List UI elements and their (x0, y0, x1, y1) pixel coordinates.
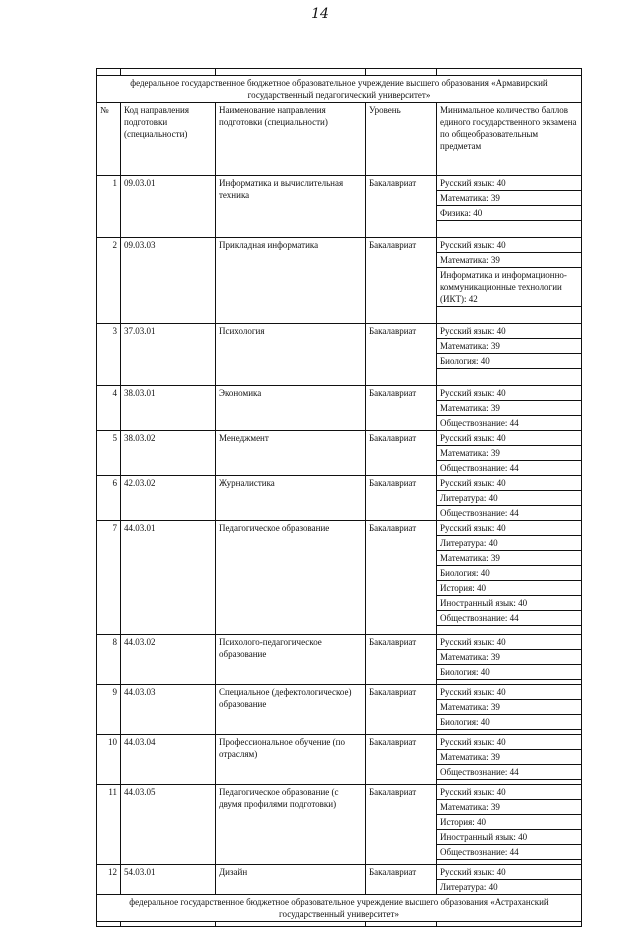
subject-spacer (437, 626, 582, 635)
row-number: 4 (97, 386, 121, 431)
direction-name: Специальное (дефектологическое) образование (216, 685, 366, 735)
direction-name: Журналистика (216, 476, 366, 521)
education-level: Бакалавриат (366, 685, 437, 735)
subject-min-score: Обществознание: 44 (437, 461, 582, 476)
subject-min-score: Математика: 39 (437, 446, 582, 461)
direction-name: Прикладная информатика (216, 238, 366, 324)
subject-min-score: Математика: 39 (437, 650, 582, 665)
subject-min-score: Физика: 40 (437, 206, 582, 221)
subject-min-score: Русский язык: 40 (437, 735, 582, 750)
row-number: 9 (97, 685, 121, 735)
row-number: 10 (97, 735, 121, 785)
table-row (97, 785, 582, 800)
row-number: 1 (97, 176, 121, 238)
subject-spacer (437, 369, 582, 386)
header-name: Наименование направления подготовки (специальности) (216, 103, 366, 176)
subject-min-score: Русский язык: 40 (437, 431, 582, 446)
admission-table (96, 68, 582, 927)
subject-min-score: Русский язык: 40 (437, 521, 582, 536)
education-level: Бакалавриат (366, 176, 437, 238)
subject-min-score: История: 40 (437, 815, 582, 830)
bottom-cell (366, 922, 437, 927)
subject-min-score: Математика: 39 (437, 800, 582, 815)
direction-code: 54.03.01 (121, 865, 216, 895)
subject-min-score: Биология: 40 (437, 665, 582, 680)
subject-min-score: Математика: 39 (437, 551, 582, 566)
subject-min-score: Биология: 40 (437, 715, 582, 730)
education-level: Бакалавриат (366, 431, 437, 476)
education-level: Бакалавриат (366, 865, 437, 895)
subject-min-score: Русский язык: 40 (437, 785, 582, 800)
table-row (97, 685, 582, 700)
direction-name: Педагогическое образование (с двумя профилями подготовки) (216, 785, 366, 865)
subject-min-score: Математика: 39 (437, 401, 582, 416)
subject-min-score: Математика: 39 (437, 339, 582, 354)
subject-min-score: Обществознание: 44 (437, 845, 582, 860)
row-number: 3 (97, 324, 121, 386)
subject-min-score: Русский язык: 40 (437, 476, 582, 491)
subject-min-score: Обществознание: 44 (437, 416, 582, 431)
education-level: Бакалавриат (366, 635, 437, 685)
table-row (97, 476, 582, 491)
direction-code: 38.03.01 (121, 386, 216, 431)
subject-min-score: Математика: 39 (437, 253, 582, 268)
table-top-row (97, 69, 582, 76)
direction-name: Дизайн (216, 865, 366, 895)
row-number: 6 (97, 476, 121, 521)
subject-min-score: Математика: 39 (437, 750, 582, 765)
subject-min-score: Русский язык: 40 (437, 865, 582, 880)
row-number: 12 (97, 865, 121, 895)
row-number: 2 (97, 238, 121, 324)
direction-code: 42.03.02 (121, 476, 216, 521)
direction-code: 44.03.05 (121, 785, 216, 865)
direction-name: Экономика (216, 386, 366, 431)
subject-min-score: Литература: 40 (437, 880, 582, 895)
subject-spacer (437, 307, 582, 324)
subject-spacer (437, 221, 582, 238)
table-row (97, 386, 582, 401)
direction-code: 44.03.04 (121, 735, 216, 785)
education-level: Бакалавриат (366, 386, 437, 431)
table-row (97, 238, 582, 253)
education-level: Бакалавриат (366, 521, 437, 635)
row-number: 11 (97, 785, 121, 865)
row-number: 7 (97, 521, 121, 635)
direction-code: 44.03.01 (121, 521, 216, 635)
table-row (97, 735, 582, 750)
subject-min-score: Биология: 40 (437, 566, 582, 581)
bottom-cell (216, 922, 366, 927)
page-number: 14 (311, 6, 329, 22)
table-row (97, 521, 582, 536)
direction-name: Информатика и вычислительная техника (216, 176, 366, 238)
table-row (97, 176, 582, 191)
row-number: 8 (97, 635, 121, 685)
direction-name: Профессиональное обучение (по отраслям) (216, 735, 366, 785)
subject-min-score: Математика: 39 (437, 700, 582, 715)
subject-min-score: Обществознание: 44 (437, 506, 582, 521)
direction-code: 38.03.02 (121, 431, 216, 476)
education-level: Бакалавриат (366, 785, 437, 865)
bottom-cell (97, 922, 121, 927)
subject-min-score: Информатика и информационно-коммуникационные технологии (ИКТ): 42 (437, 268, 582, 307)
subject-min-score: Обществознание: 44 (437, 611, 582, 626)
organization-row (97, 895, 582, 922)
education-level: Бакалавриат (366, 238, 437, 324)
table-bottom-row (97, 922, 582, 927)
organization-row (97, 76, 582, 103)
direction-name: Психолого-педагогическое образование (216, 635, 366, 685)
row-number: 5 (97, 431, 121, 476)
direction-code: 44.03.03 (121, 685, 216, 735)
bottom-cell (121, 922, 216, 927)
bottom-cell (437, 922, 582, 927)
subject-min-score: Литература: 40 (437, 491, 582, 506)
table-row (97, 865, 582, 880)
direction-name: Менеджмент (216, 431, 366, 476)
direction-code: 09.03.01 (121, 176, 216, 238)
subject-min-score: Русский язык: 40 (437, 324, 582, 339)
subject-min-score: Русский язык: 40 (437, 176, 582, 191)
subject-min-score: Иностранный язык: 40 (437, 596, 582, 611)
direction-code: 44.03.02 (121, 635, 216, 685)
subject-min-score: Иностранный язык: 40 (437, 830, 582, 845)
header-level: Уровень (366, 103, 437, 176)
direction-name: Педагогическое образование (216, 521, 366, 635)
table-header-row (97, 103, 582, 176)
header-code: Код направления подготовки (специальности) (121, 103, 216, 176)
subject-min-score: Русский язык: 40 (437, 685, 582, 700)
header-num: № (97, 103, 121, 176)
education-level: Бакалавриат (366, 324, 437, 386)
direction-name: Психология (216, 324, 366, 386)
table-row (97, 431, 582, 446)
subject-min-score: Литература: 40 (437, 536, 582, 551)
direction-code: 09.03.03 (121, 238, 216, 324)
subject-min-score: Математика: 39 (437, 191, 582, 206)
table-row (97, 635, 582, 650)
subject-min-score: История: 40 (437, 581, 582, 596)
subject-min-score: Обществознание: 44 (437, 765, 582, 780)
header-min-scores: Минимальное количество баллов единого государственного экзамена по общеобразовательным предметам (437, 103, 582, 176)
subject-min-score: Биология: 40 (437, 354, 582, 369)
subject-min-score: Русский язык: 40 (437, 386, 582, 401)
subject-min-score: Русский язык: 40 (437, 238, 582, 253)
organization-title: федеральное государственное бюджетное образовательное учреждение высшего образования «Астраханский государственный университет» (97, 895, 582, 922)
education-level: Бакалавриат (366, 476, 437, 521)
education-level: Бакалавриат (366, 735, 437, 785)
subject-min-score: Русский язык: 40 (437, 635, 582, 650)
direction-code: 37.03.01 (121, 324, 216, 386)
organization-title: федеральное государственное бюджетное образовательное учреждение высшего образования «Армавирский государственный педагогический университет» (97, 76, 582, 103)
table-row (97, 324, 582, 339)
